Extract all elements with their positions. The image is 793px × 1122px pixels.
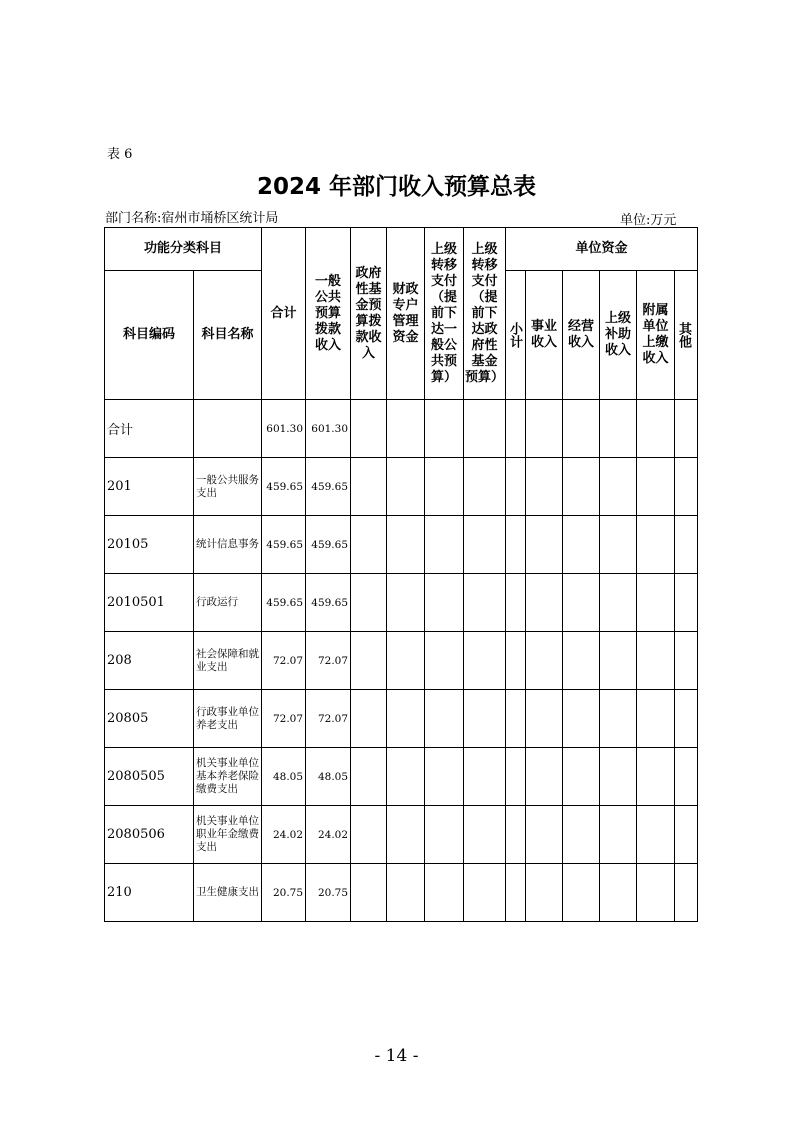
header-subtotal: 小计 <box>506 271 526 400</box>
table-row <box>105 632 698 690</box>
department-name: 部门名称:宿州市埇桥区统计局 <box>105 211 279 226</box>
row-empty-cell <box>506 632 526 690</box>
row-empty-cell <box>637 632 675 690</box>
row-empty-cell <box>526 690 563 748</box>
row-empty-cell <box>675 806 698 864</box>
row-empty-cell <box>506 690 526 748</box>
row-empty-cell <box>637 400 675 458</box>
row-empty-cell <box>506 748 526 806</box>
row-empty-cell <box>675 748 698 806</box>
row-empty-cell <box>526 400 563 458</box>
row-empty-cell <box>506 516 526 574</box>
header-function-subject: 功能分类科目 <box>105 228 262 271</box>
row-empty-cell <box>387 806 425 864</box>
row-general-budget: 72.07 <box>306 690 351 748</box>
row-empty-cell <box>600 632 637 690</box>
row-empty-cell <box>464 690 506 748</box>
row-empty-cell <box>351 574 387 632</box>
row-empty-cell <box>351 748 387 806</box>
row-empty-cell <box>637 690 675 748</box>
row-empty-cell <box>425 632 464 690</box>
row-empty-cell <box>425 690 464 748</box>
row-empty-cell <box>351 516 387 574</box>
header-operating-income: 经营 收入 <box>563 271 600 400</box>
row-general-budget: 459.65 <box>306 574 351 632</box>
row-total: 459.65 <box>262 516 306 574</box>
row-empty-cell <box>563 458 600 516</box>
row-code: 20105 <box>105 516 194 574</box>
row-empty-cell <box>675 690 698 748</box>
row-empty-cell <box>675 516 698 574</box>
header-business-income: 事业 收入 <box>526 271 563 400</box>
row-name: 机关事业单位基本养老保险缴费支出 <box>194 748 262 806</box>
row-empty-cell <box>563 864 600 922</box>
row-total: 72.07 <box>262 632 306 690</box>
budget-table <box>104 227 698 922</box>
row-empty-cell <box>637 806 675 864</box>
row-empty-cell <box>506 574 526 632</box>
row-empty-cell <box>425 458 464 516</box>
row-empty-cell <box>464 864 506 922</box>
row-empty-cell <box>600 400 637 458</box>
header-transfer-general: 上级 转移 支付 （提 前下 达一 般公 共预 算） <box>425 228 464 400</box>
header-subject-name: 科目名称 <box>194 271 262 400</box>
header-gov-fund: 政府 性基 金预 算拨 款收 入 <box>351 228 387 400</box>
table-label: 表 6 <box>107 147 133 162</box>
row-empty-cell <box>464 748 506 806</box>
row-total: 459.65 <box>262 458 306 516</box>
row-empty-cell <box>425 806 464 864</box>
row-empty-cell <box>526 864 563 922</box>
unit-label: 单位:万元 <box>620 213 677 228</box>
header-other: 其他 <box>675 271 698 400</box>
row-empty-cell <box>464 632 506 690</box>
row-empty-cell <box>506 864 526 922</box>
row-empty-cell <box>600 806 637 864</box>
row-empty-cell <box>526 574 563 632</box>
row-general-budget: 72.07 <box>306 632 351 690</box>
row-total: 48.05 <box>262 748 306 806</box>
table-row <box>105 864 698 922</box>
row-empty-cell <box>387 864 425 922</box>
row-code: 2080506 <box>105 806 194 864</box>
row-empty-cell <box>675 574 698 632</box>
row-general-budget: 20.75 <box>306 864 351 922</box>
row-total: 20.75 <box>262 864 306 922</box>
page-number: - 14 - <box>374 1046 419 1066</box>
row-empty-cell <box>600 690 637 748</box>
row-empty-cell <box>563 574 600 632</box>
row-general-budget: 459.65 <box>306 516 351 574</box>
row-general-budget: 24.02 <box>306 806 351 864</box>
row-name: 卫生健康支出 <box>194 864 262 922</box>
row-empty-cell <box>563 806 600 864</box>
row-empty-cell <box>351 690 387 748</box>
row-empty-cell <box>600 458 637 516</box>
row-empty-cell <box>387 574 425 632</box>
row-empty-cell <box>563 748 600 806</box>
row-empty-cell <box>425 748 464 806</box>
row-total: 24.02 <box>262 806 306 864</box>
header-subject-code: 科目编码 <box>105 271 194 400</box>
row-empty-cell <box>675 400 698 458</box>
row-empty-cell <box>387 632 425 690</box>
row-empty-cell <box>526 806 563 864</box>
row-empty-cell <box>526 632 563 690</box>
row-name: 行政事业单位养老支出 <box>194 690 262 748</box>
row-name: 社会保障和就业支出 <box>194 632 262 690</box>
table-row <box>105 690 698 748</box>
row-empty-cell <box>600 516 637 574</box>
row-empty-cell <box>464 400 506 458</box>
header-unit-funds: 单位资金 <box>506 228 698 271</box>
row-total: 601.30 <box>262 400 306 458</box>
row-code: 2080505 <box>105 748 194 806</box>
header-fiscal-account: 财政 专户 管理 资金 <box>387 228 425 400</box>
row-empty-cell <box>563 400 600 458</box>
header-total: 合计 <box>262 228 306 400</box>
row-name: 行政运行 <box>194 574 262 632</box>
row-empty-cell <box>351 806 387 864</box>
row-empty-cell <box>425 864 464 922</box>
row-empty-cell <box>464 806 506 864</box>
row-empty-cell <box>526 516 563 574</box>
row-general-budget: 48.05 <box>306 748 351 806</box>
row-empty-cell <box>600 748 637 806</box>
row-empty-cell <box>563 690 600 748</box>
table-row <box>105 400 698 458</box>
table-row <box>105 458 698 516</box>
table-row <box>105 516 698 574</box>
row-empty-cell <box>526 748 563 806</box>
row-empty-cell <box>506 458 526 516</box>
table-row <box>105 806 698 864</box>
row-empty-cell <box>637 516 675 574</box>
row-general-budget: 459.65 <box>306 458 351 516</box>
page-title: 2024 年部门收入预算总表 <box>256 174 537 200</box>
row-empty-cell <box>351 864 387 922</box>
header-affiliated-income: 附属 单位 上缴 收入 <box>637 271 675 400</box>
row-code: 210 <box>105 864 194 922</box>
row-empty-cell <box>464 458 506 516</box>
header-superior-subsidy: 上级 补助 收入 <box>600 271 637 400</box>
row-code: 合计 <box>105 400 194 458</box>
row-empty-cell <box>506 400 526 458</box>
row-empty-cell <box>563 516 600 574</box>
row-code: 201 <box>105 458 194 516</box>
row-code: 208 <box>105 632 194 690</box>
row-empty-cell <box>637 864 675 922</box>
row-empty-cell <box>637 458 675 516</box>
row-name: 统计信息事务 <box>194 516 262 574</box>
row-empty-cell <box>526 458 563 516</box>
row-empty-cell <box>464 516 506 574</box>
row-empty-cell <box>387 458 425 516</box>
row-name: 机关事业单位职业年金缴费支出 <box>194 806 262 864</box>
row-total: 459.65 <box>262 574 306 632</box>
row-name: 一般公共服务支出 <box>194 458 262 516</box>
row-empty-cell <box>387 748 425 806</box>
row-code: 20805 <box>105 690 194 748</box>
row-empty-cell <box>637 748 675 806</box>
row-code: 2010501 <box>105 574 194 632</box>
row-total: 72.07 <box>262 690 306 748</box>
row-empty-cell <box>351 400 387 458</box>
row-empty-cell <box>563 632 600 690</box>
row-empty-cell <box>351 632 387 690</box>
row-empty-cell <box>387 400 425 458</box>
row-empty-cell <box>675 632 698 690</box>
row-empty-cell <box>387 690 425 748</box>
row-empty-cell <box>425 400 464 458</box>
row-name <box>194 400 262 458</box>
row-empty-cell <box>351 458 387 516</box>
row-empty-cell <box>637 574 675 632</box>
row-empty-cell <box>600 574 637 632</box>
row-empty-cell <box>600 864 637 922</box>
row-empty-cell <box>464 574 506 632</box>
table-row <box>105 574 698 632</box>
row-empty-cell <box>425 574 464 632</box>
header-transfer-fund: 上级 转移 支付 （提 前下 达政 府性 基金 预算） <box>464 228 506 400</box>
header-general-budget: 一般 公共 预算 拨款 收入 <box>306 228 351 400</box>
row-empty-cell <box>675 458 698 516</box>
table-row <box>105 748 698 806</box>
row-empty-cell <box>425 516 464 574</box>
row-empty-cell <box>675 864 698 922</box>
row-empty-cell <box>506 806 526 864</box>
row-general-budget: 601.30 <box>306 400 351 458</box>
row-empty-cell <box>387 516 425 574</box>
